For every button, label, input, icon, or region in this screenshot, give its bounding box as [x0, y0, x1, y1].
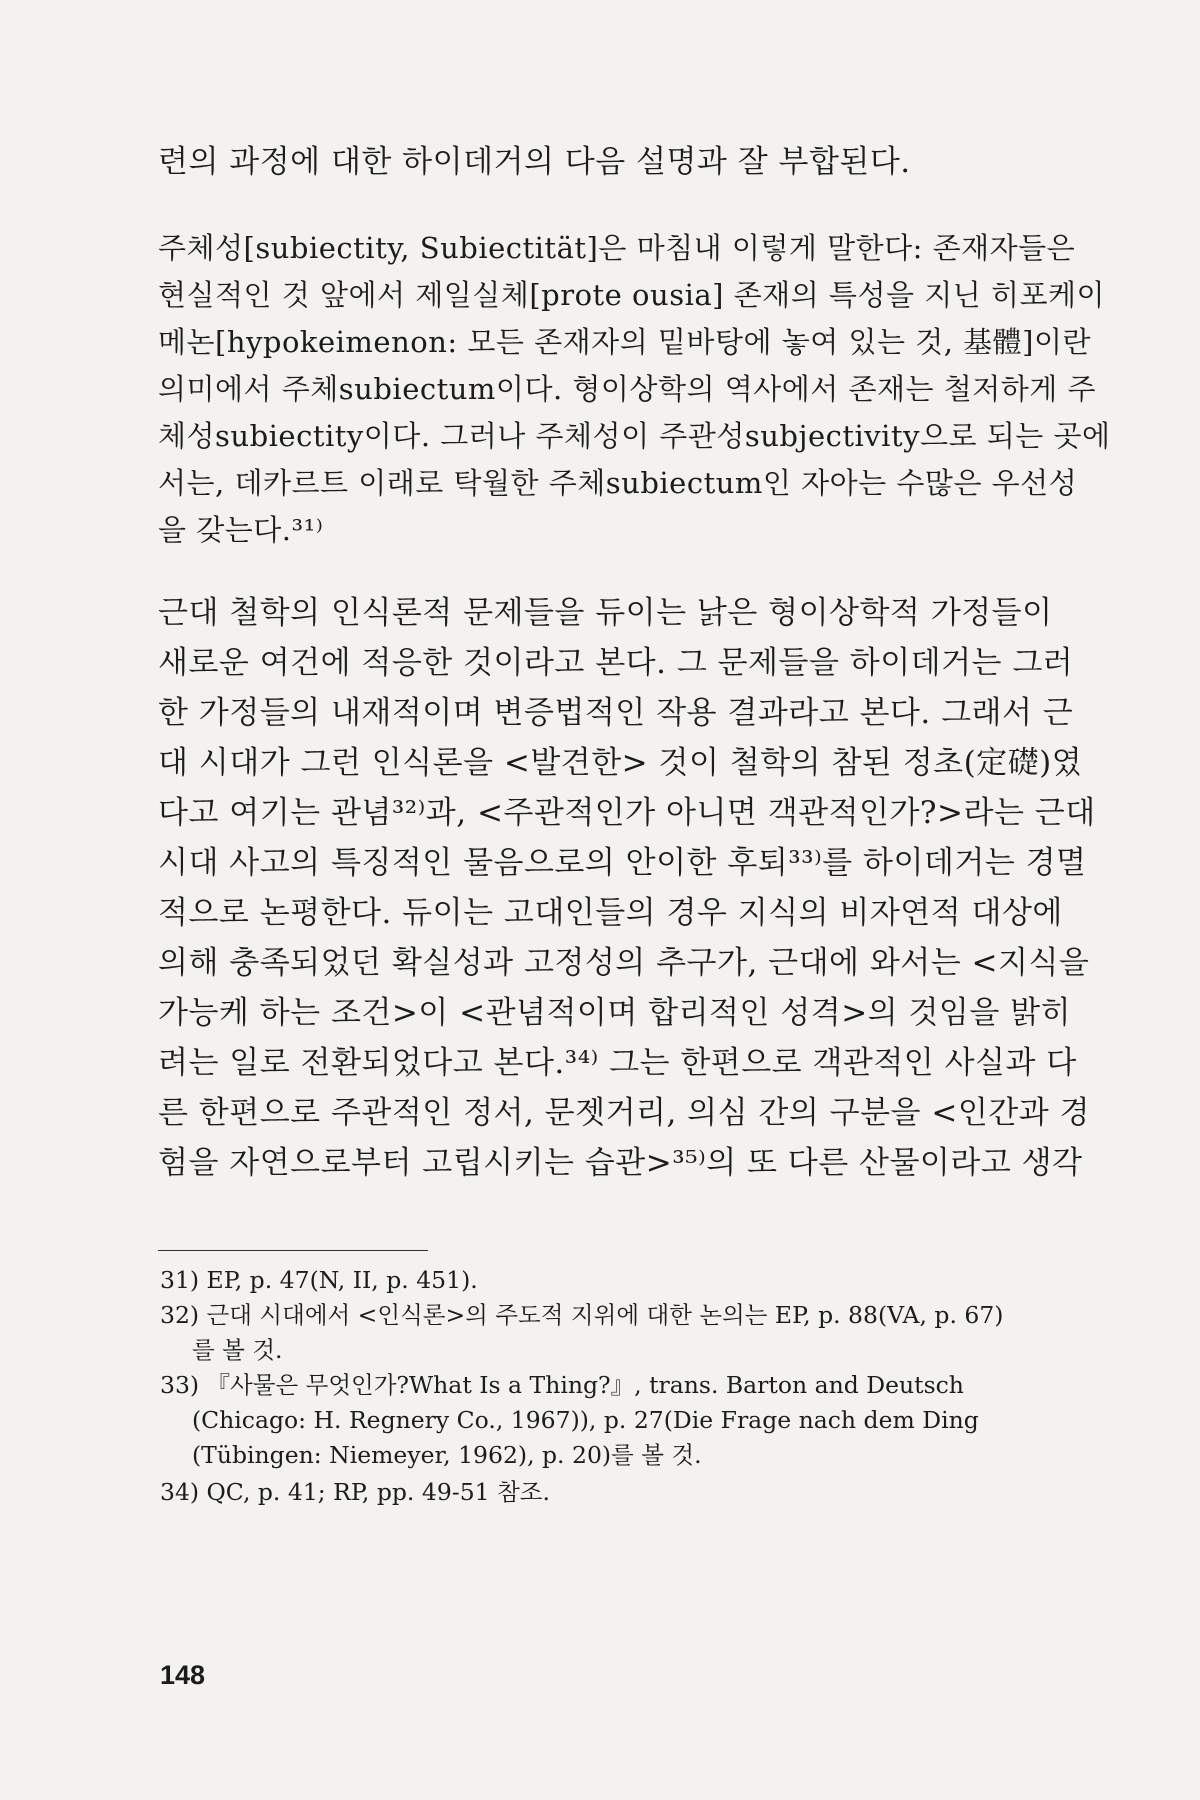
quote-line: 을 갖는다.³¹⁾ [158, 513, 324, 547]
quote-line: 의미에서 주체subiectum이다. 형이상학의 역사에서 존재는 철저하게 주 [158, 372, 1097, 406]
quote-line: 주체성[subiectity, Subiectität]은 마침내 이렇게 말한다: 존재자들은 [158, 231, 1076, 265]
footnote-34: 34) QC, p. 41; RP, pp. 49-51 참조. [160, 1478, 550, 1506]
body-line: 의해 충족되었던 확실성과 고정성의 추구가, 근대에 와서는 <지식을 [158, 945, 1090, 981]
quote-line: 메논[hypokeimenon: 모든 존재자의 밑바탕에 놓여 있는 것, 基體]이란 [158, 325, 1091, 359]
footnote-divider [158, 1250, 428, 1251]
footnote-33-cont: (Tübingen: Niemeyer, 1962), p. 20)를 볼 것. [192, 1441, 702, 1469]
footnote-31: 31) EP, p. 47(N, II, p. 451). [160, 1266, 478, 1294]
footnote-33: 33) 『사물은 무엇인가?What Is a Thing?』, trans. Barton and Deutsch [160, 1371, 964, 1399]
quote-line: 체성subiectity이다. 그러나 주체성이 주관성subjectivity으로 되는 곳에 [158, 419, 1111, 453]
body-line: 려는 일로 전환되었다고 본다.³⁴⁾ 그는 한편으로 객관적인 사실과 다 [158, 1045, 1077, 1081]
body-line: 근대 철학의 인식론적 문제들을 듀이는 낡은 형이상학적 가정들이 [158, 595, 1053, 631]
body-line: 시대 사고의 특징적인 물음으로의 안이한 후퇴³³⁾를 하이데거는 경멸 [158, 845, 1087, 881]
body-line: 험을 자연으로부터 고립시키는 습관>³⁵⁾의 또 다른 산물이라고 생각 [158, 1145, 1083, 1181]
body-line: 른 한편으로 주관적인 정서, 문젯거리, 의심 간의 구분을 <인간과 경 [158, 1095, 1090, 1131]
footnote-32-cont: 를 볼 것. [192, 1336, 283, 1364]
footnote-32: 32) 근대 시대에서 <인식론>의 주도적 지위에 대한 논의는 EP, p. 88(VA, p. 67) [160, 1301, 1004, 1329]
body-line: 한 가정들의 내재적이며 변증법적인 작용 결과라고 본다. 그래서 근 [158, 695, 1074, 731]
body-line: 가능케 하는 조건>이 <관념적이며 합리적인 성격>의 것임을 밝히 [158, 995, 1072, 1031]
quote-line: 현실적인 것 앞에서 제일실체[prote ousia] 존재의 특성을 지닌 히포케이 [158, 278, 1105, 312]
body-line: 새로운 여건에 적응한 것이라고 본다. 그 문제들을 하이데거는 그러 [158, 645, 1074, 681]
body-line: 적으로 논평한다. 듀이는 고대인들의 경우 지식의 비자연적 대상에 [158, 895, 1063, 931]
quote-line: 서는, 데카르트 이래로 탁월한 주체subiectum인 자아는 수많은 우선성 [158, 466, 1078, 500]
body-line: 대 시대가 그런 인식론을 <발견한> 것이 철학의 참된 정초(定礎)였 [158, 745, 1083, 781]
intro-line: 련의 과정에 대한 하이데거의 다음 설명과 잘 부합된다. [158, 144, 911, 180]
page-number: 148 [160, 1660, 206, 1690]
footnote-33-cont: (Chicago: H. Regnery Co., 1967)), p. 27(Die Frage nach dem Ding [192, 1406, 979, 1434]
body-line: 다고 여기는 관념³²⁾과, <주관적인가 아니면 객관적인가?>라는 근대 [158, 795, 1096, 831]
